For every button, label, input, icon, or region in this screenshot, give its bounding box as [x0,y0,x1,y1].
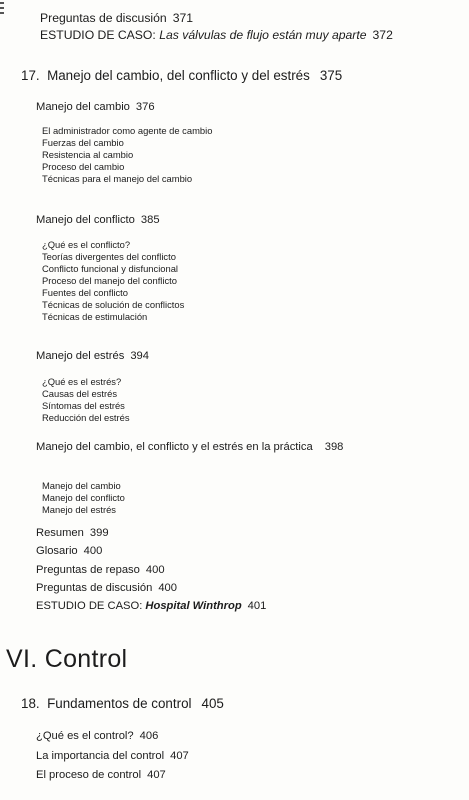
entry-page: 399 [89,527,109,539]
subtopic-list [42,480,125,516]
section-page: 398 [324,441,344,453]
subtopic: ¿Qué es el conflicto? [42,239,131,250]
section-heading [36,350,149,362]
subtopic: El administrador como agente de cambio [42,125,213,136]
entry-label: Preguntas de discusión [36,582,153,594]
section-title: Manejo del cambio [36,101,130,113]
subtopic-list [42,125,212,185]
entry-page: 401 [247,600,267,612]
case-prefix: ESTUDIO DE CASO: [40,28,156,42]
section-page: 385 [140,214,160,226]
case-title: Hospital Winthrop [145,600,242,612]
toc-entry-discussion [40,11,193,25]
chapter-page: 375 [319,68,343,83]
subtopic: Manejo del estrés [42,504,116,515]
toc-entry-glossary [36,545,102,557]
chapter-title: Manejo del cambio, del conflicto y del estrés [47,68,310,83]
section-heading [36,750,189,762]
subtopic: Técnicas de solución de conflictos [42,299,185,310]
chapter-title: Fundamentos de control [47,696,192,711]
section-heading [36,769,166,781]
section-title: Manejo del cambio, el conflicto y el estrés en la práctica [36,441,313,453]
toc-entry-case-study [36,600,266,612]
subtopic: Síntomas del estrés [42,400,125,411]
subtopic: Causas del estrés [42,388,118,399]
chapter-number: 17. [21,68,40,83]
section-title: Manejo del conflicto [36,214,135,226]
section-page: 376 [135,101,155,113]
subtopic: Manejo del cambio [42,480,121,491]
subtopic: Conflicto funcional y disfuncional [42,263,179,274]
section-heading [36,441,343,453]
section-title: La importancia del control [36,750,165,762]
subtopic: Manejo del conflicto [42,492,125,503]
chapter-number: 18. [21,696,40,711]
entry-label: Resumen [36,527,84,539]
part-heading: VI. Control [6,645,128,673]
chapter-17-heading [21,68,342,83]
section-page: 394 [130,350,149,362]
entry-page: 400 [158,582,177,594]
section-title: ¿Qué es el control? [36,730,134,742]
subtopic: Fuentes del conflicto [42,287,128,298]
subtopic: ¿Qué es el estrés? [42,376,122,387]
subtopic: Resistencia al cambio [42,149,134,160]
subtopic: Técnicas para el manejo del cambio [42,173,193,184]
subtopic-list [42,239,184,323]
case-prefix: ESTUDIO DE CASO: [36,600,143,612]
entry-label: Glosario [36,545,78,557]
subtopic-list [42,376,130,424]
toc-entry-review [36,564,165,576]
chapter-18-heading [21,696,224,711]
toc-entry-discussion [36,582,177,594]
subtopic: Proceso del manejo del conflicto [42,275,177,286]
entry-page: 372 [372,28,393,42]
subtopic: Teorías divergentes del conflicto [42,251,176,262]
section-title: El proceso de control [36,769,142,781]
entry-label: Preguntas de discusión [40,11,167,25]
section-heading [36,214,160,226]
subtopic: Reducción del estrés [42,412,130,423]
entry-page: 371 [172,11,194,25]
section-title: Manejo del estrés [36,350,125,362]
section-heading [36,730,158,742]
subtopic: Fuerzas del cambio [42,137,124,148]
subtopic: Proceso del cambio [42,161,125,172]
entry-page: 400 [145,564,165,576]
entry-page: 400 [83,545,103,557]
case-title: Las válvulas de flujo están muy aparte [159,28,367,42]
subtopic: Técnicas de estimulación [42,311,148,322]
section-page: 406 [139,730,159,742]
section-page: 407 [147,769,166,781]
margin-mark [0,2,5,20]
section-heading [36,101,155,113]
entry-label: Preguntas de repaso [36,564,140,576]
toc-entry-summary [36,527,109,539]
toc-entry-case-study [40,28,393,42]
section-page: 407 [170,750,189,762]
chapter-page: 405 [201,696,224,711]
